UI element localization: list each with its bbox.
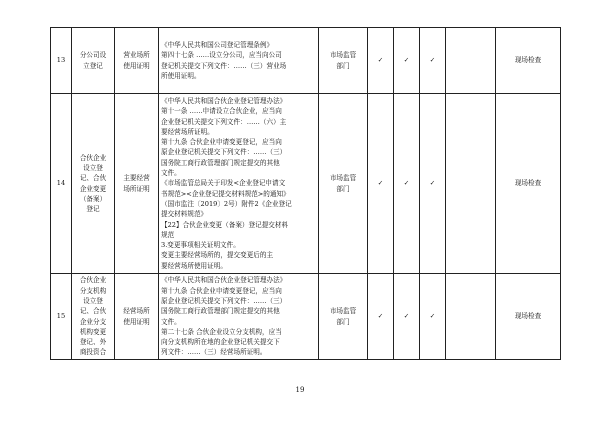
legal-basis-line: 企业登记机关提交下列文件：……（六）主 xyxy=(161,117,287,126)
legal-basis-line: 变更主要经营场所的，提交变更后的主 xyxy=(161,251,274,260)
matter-name xyxy=(72,28,115,94)
legal-basis-line: 书规范><企业登记提交材料规范>的通知》 xyxy=(161,189,290,198)
certificate-name xyxy=(115,94,159,274)
certificate-name-line: 经营场所 xyxy=(123,307,150,316)
legal-basis-line: 《市场监管总局关于印发<企业登记申请文 xyxy=(161,179,286,188)
verification-method: 现场检查 xyxy=(496,94,561,274)
matter-name-line: 登记、外 xyxy=(79,338,107,347)
department-line: 部门 xyxy=(336,61,350,70)
legal-basis-line: 《中华人民共和国合伙企业登记管理办法》 xyxy=(161,96,287,105)
legal-basis-line: 规范 xyxy=(161,230,175,239)
legal-basis-line: 第二十七条 合伙企业设立分支机构，应当 xyxy=(161,327,282,336)
blank-cell xyxy=(446,274,496,360)
row-number: 13 xyxy=(51,28,72,94)
matter-name xyxy=(72,274,115,360)
matter-name-line: 分公司设 xyxy=(79,51,107,60)
department-line: 市场监管 xyxy=(329,174,357,183)
department-line: 部门 xyxy=(336,317,350,326)
legal-basis-line: 所使用证明。 xyxy=(161,71,201,80)
matter-name xyxy=(72,94,115,274)
check-mark: ✓ xyxy=(368,28,394,94)
check-mark: ✓ xyxy=(420,94,446,274)
page-number: 19 xyxy=(295,386,305,394)
certificate-name xyxy=(115,274,159,360)
matter-name-line: 机构变更 xyxy=(79,327,107,336)
table-row xyxy=(51,274,561,360)
row-number: 15 xyxy=(51,274,72,360)
check-mark: ✓ xyxy=(394,94,420,274)
blank-cell xyxy=(446,94,496,274)
certificate-name xyxy=(115,28,159,94)
legal-basis-line: 提交材料规范》 xyxy=(161,210,208,219)
legal-basis-line: 国务院工商行政管理部门规定提交的其他 xyxy=(161,158,280,167)
blank-cell xyxy=(446,28,496,94)
legal-basis-line: 向分支机构所在地的企业登记机关提交下 xyxy=(161,338,280,347)
check-mark: ✓ xyxy=(420,274,446,360)
department-line: 市场监管 xyxy=(329,307,357,316)
certificate-name-line: 主要经营 xyxy=(123,174,150,183)
matter-name-line: 商投资合 xyxy=(79,348,107,357)
certificate-name-line: 使用证明 xyxy=(123,317,150,326)
matter-name-line: 记、合伙 xyxy=(79,174,107,183)
document-table xyxy=(50,27,561,360)
department xyxy=(319,94,368,274)
department-line: 市场监管 xyxy=(329,51,357,60)
check-mark: ✓ xyxy=(368,274,394,360)
matter-name-line: 分支机构 xyxy=(79,286,107,295)
department xyxy=(319,274,368,360)
legal-basis xyxy=(159,94,319,274)
legal-basis-line: 文件。 xyxy=(161,169,181,178)
legal-basis-line: 原企业登记机关提交下列文件：……（三） xyxy=(161,148,287,157)
table-row xyxy=(51,94,561,274)
verification-method: 现场检查 xyxy=(496,274,561,360)
legal-basis xyxy=(159,274,319,360)
verification-method: 现场检查 xyxy=(496,28,561,94)
legal-basis-line: 第十一条 ……申请设立合伙企业，应当向 xyxy=(161,107,282,116)
row-number: 14 xyxy=(51,94,72,274)
matter-name-line: 企业分支 xyxy=(79,317,107,326)
matter-name-line: 设立登 xyxy=(83,296,103,305)
department-line: 部门 xyxy=(336,184,350,193)
matter-name-line: 记、合伙 xyxy=(79,307,107,316)
matter-name-line: 企业变更 xyxy=(79,184,107,193)
matter-name-line: 立登记 xyxy=(83,61,103,70)
certificate-name-line: 营业场所 xyxy=(123,51,150,60)
check-mark: ✓ xyxy=(420,28,446,94)
legal-basis-line: 《中华人民共和国合伙企业登记管理办法》 xyxy=(161,276,287,285)
legal-basis-line: 第十九条 合伙企业申请变更登记，应当向 xyxy=(161,138,282,147)
certificate-name-line: 使用证明 xyxy=(123,61,150,70)
legal-basis-line: 国务院工商行政管理部门规定提交的其他 xyxy=(161,307,280,316)
legal-basis-line: 《中华人民共和国公司登记管理条例》 xyxy=(161,40,274,49)
legal-basis-line: 原企业登记机关提交下列文件：……（三） xyxy=(161,296,287,305)
matter-name-line: 合伙企业 xyxy=(79,153,107,162)
check-mark: ✓ xyxy=(394,28,420,94)
legal-basis-line: 文件。 xyxy=(161,317,181,326)
legal-basis-line: 要经营场所证明。 xyxy=(161,127,214,136)
legal-basis-line: 第十九条 合伙企业申请变更登记，应当向 xyxy=(161,286,282,295)
legal-basis-line: 3.变更事项相关证明文件。 xyxy=(161,241,240,250)
legal-basis-line: 【22】合伙企业变更（备案）登记提交材料 xyxy=(161,220,289,229)
legal-basis-line: 列文件：……（三）经营场所证明。 xyxy=(161,348,267,357)
certificate-name-line: 场所证明 xyxy=(123,184,150,193)
check-mark: ✓ xyxy=(394,274,420,360)
legal-basis-line: 第四十七条 ……设立分公司，应当向公司 xyxy=(161,51,282,60)
legal-basis-line: 要经营场所使用证明。 xyxy=(161,261,227,270)
department xyxy=(319,28,368,94)
matter-name-line: 登记 xyxy=(86,205,100,214)
matter-name-line: 设立登 xyxy=(83,163,103,172)
matter-name-line: （备案） xyxy=(79,194,107,203)
legal-basis xyxy=(159,28,319,94)
legal-basis-line: 登记机关提交下列文件：……（三）营业场 xyxy=(161,61,287,70)
check-mark: ✓ xyxy=(368,94,394,274)
matter-name-line: 合伙企业 xyxy=(79,276,107,285)
table-row xyxy=(51,28,561,94)
legal-basis-line: （国市监注〔2019〕2号）附件2《企业登记 xyxy=(161,199,292,208)
